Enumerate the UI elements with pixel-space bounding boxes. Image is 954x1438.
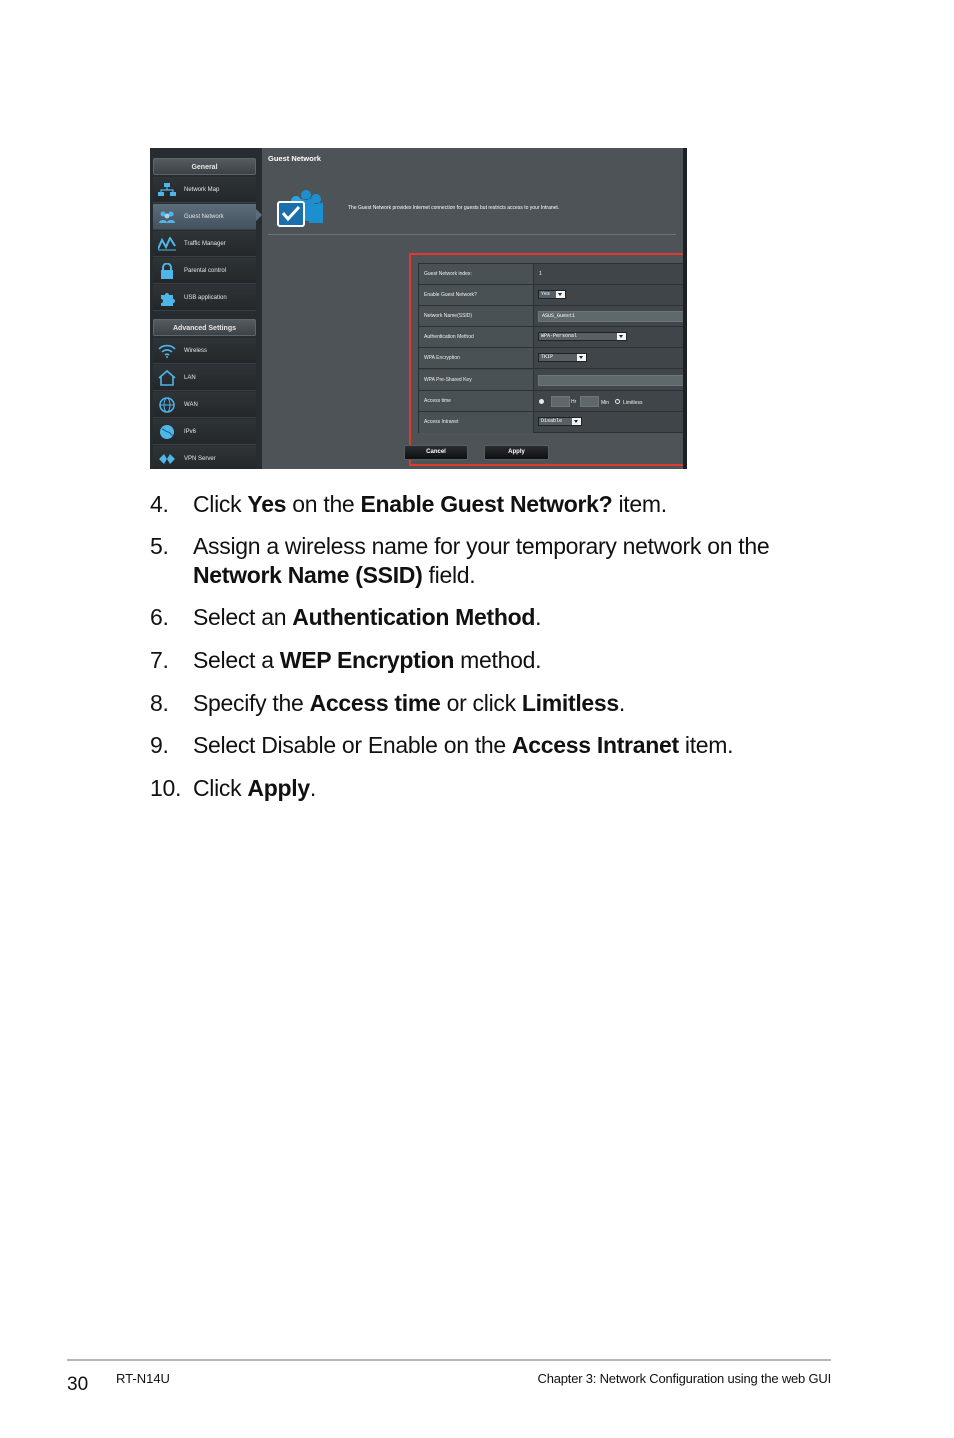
divider bbox=[268, 234, 676, 235]
form-row-ssid bbox=[419, 306, 687, 327]
form-row-auth bbox=[419, 327, 687, 348]
sidebar-item-guest-network[interactable] bbox=[153, 204, 256, 230]
limitless-radio[interactable] bbox=[615, 399, 620, 404]
enable-select[interactable]: Yes bbox=[538, 290, 566, 299]
globe-icon bbox=[156, 423, 178, 441]
limitless-label: Limitless bbox=[623, 399, 643, 406]
page-description: The Guest Network provides Internet connection for guests but restricts access to your Intranet. bbox=[348, 205, 560, 211]
enable-label: Enable Guest Network? bbox=[419, 285, 534, 305]
sidebar-item-traffic-manager[interactable] bbox=[153, 231, 256, 257]
apply-button[interactable]: Apply bbox=[484, 445, 549, 460]
hour-unit: Hr bbox=[571, 398, 577, 405]
chevron-down-icon bbox=[556, 291, 565, 298]
step-6: 6. Select an Authentication Method. bbox=[150, 604, 542, 630]
traffic-manager-icon bbox=[156, 235, 178, 253]
network-map-icon bbox=[156, 181, 178, 199]
home-icon bbox=[156, 369, 178, 387]
vpn-icon bbox=[156, 450, 178, 468]
access-time-label: Access time bbox=[419, 391, 534, 411]
form-row-intranet bbox=[419, 412, 687, 433]
chevron-down-icon bbox=[572, 418, 581, 425]
sidebar-item-label: WAN bbox=[184, 401, 198, 408]
chapter-title: Chapter 3: Network Configuration using the web GUI bbox=[537, 1371, 831, 1386]
router-ui-screenshot bbox=[150, 148, 687, 469]
minute-unit: Min bbox=[601, 399, 610, 406]
sidebar-item-wireless[interactable] bbox=[153, 338, 256, 364]
model-name: RT-N14U bbox=[116, 1371, 170, 1386]
guest-network-illustration-icon bbox=[276, 184, 330, 232]
main-panel bbox=[262, 148, 683, 469]
sidebar-item-label: Network Map bbox=[184, 186, 220, 193]
chevron-down-icon bbox=[617, 333, 626, 340]
ssid-input[interactable]: ASUS_Guest1 bbox=[538, 311, 687, 322]
sidebar-item-label: Traffic Manager bbox=[184, 240, 226, 247]
sidebar-item-lan[interactable] bbox=[153, 365, 256, 391]
sidebar-item-label: USB application bbox=[184, 294, 227, 301]
hour-input[interactable] bbox=[551, 396, 570, 407]
wifi-icon bbox=[156, 342, 178, 360]
form-row-psk bbox=[419, 370, 687, 391]
puzzle-icon bbox=[156, 289, 178, 307]
form-row-index bbox=[419, 264, 687, 285]
step-7: 7. Select a WEP Encryption method. bbox=[150, 647, 542, 673]
chevron-down-icon bbox=[577, 354, 586, 361]
encryption-select[interactable]: TKIP bbox=[538, 353, 587, 362]
auth-label: Authentication Method bbox=[419, 327, 534, 347]
sidebar-item-vpn-server[interactable] bbox=[153, 446, 256, 469]
step-4: 4. Click Yes on the Enable Guest Network? item. bbox=[150, 491, 667, 517]
auth-method-select[interactable]: WPA-Personal bbox=[538, 332, 627, 341]
index-value: 1 bbox=[539, 271, 542, 277]
sidebar-section-general: General bbox=[153, 158, 256, 175]
guest-network-form bbox=[418, 263, 687, 433]
sidebar-item-label: IPv6 bbox=[184, 428, 197, 435]
intranet-label: Access Intranet bbox=[419, 412, 534, 433]
form-row-enable bbox=[419, 285, 687, 306]
index-label: Guest Network index: bbox=[419, 264, 534, 284]
sidebar-item-label: Wireless bbox=[184, 347, 208, 354]
globe-icon bbox=[156, 396, 178, 414]
sidebar-item-wan[interactable] bbox=[153, 392, 256, 418]
step-9: 9. Select Disable or Enable on the Access Intranet item. bbox=[150, 732, 734, 758]
page-title: Guest Network bbox=[268, 154, 321, 163]
sidebar-item-label: LAN bbox=[184, 374, 196, 381]
ssid-label: Network Name(SSID) bbox=[419, 306, 534, 326]
step-8: 8. Specify the Access time or click Limitless. bbox=[150, 690, 625, 716]
sidebar-item-label: Guest Network bbox=[184, 213, 224, 220]
sidebar-item-label: Parental control bbox=[184, 267, 227, 274]
form-row-encryption bbox=[419, 348, 687, 369]
footer-divider bbox=[67, 1359, 831, 1361]
minute-input[interactable] bbox=[580, 396, 599, 407]
psk-input[interactable] bbox=[538, 375, 687, 386]
lock-icon bbox=[156, 262, 178, 280]
instruction-list bbox=[150, 490, 850, 803]
sidebar-item-network-map[interactable] bbox=[153, 177, 256, 203]
encryption-label: WPA Encryption bbox=[419, 348, 534, 368]
intranet-select[interactable]: Disable bbox=[538, 417, 582, 426]
sidebar bbox=[150, 148, 262, 469]
step-5: 5. Assign a wireless name for your temporary network on the Network Name (SSID) field. bbox=[150, 533, 770, 588]
sidebar-item-ipv6[interactable] bbox=[153, 419, 256, 445]
page-number: 30 bbox=[67, 1374, 89, 1395]
sidebar-item-parental-control[interactable] bbox=[153, 258, 256, 284]
sidebar-section-advanced: Advanced Settings bbox=[153, 319, 256, 336]
sidebar-item-label: VPN Server bbox=[184, 455, 216, 462]
guest-network-icon bbox=[156, 208, 178, 226]
step-10: 10. Click Apply. bbox=[150, 775, 316, 801]
access-time-radio[interactable] bbox=[539, 399, 544, 404]
form-row-access-time bbox=[419, 391, 687, 412]
psk-label: WPA Pre-Shared Key bbox=[419, 370, 534, 390]
sidebar-item-usb-application[interactable] bbox=[153, 285, 256, 311]
cancel-button[interactable]: Cancel bbox=[404, 445, 468, 460]
